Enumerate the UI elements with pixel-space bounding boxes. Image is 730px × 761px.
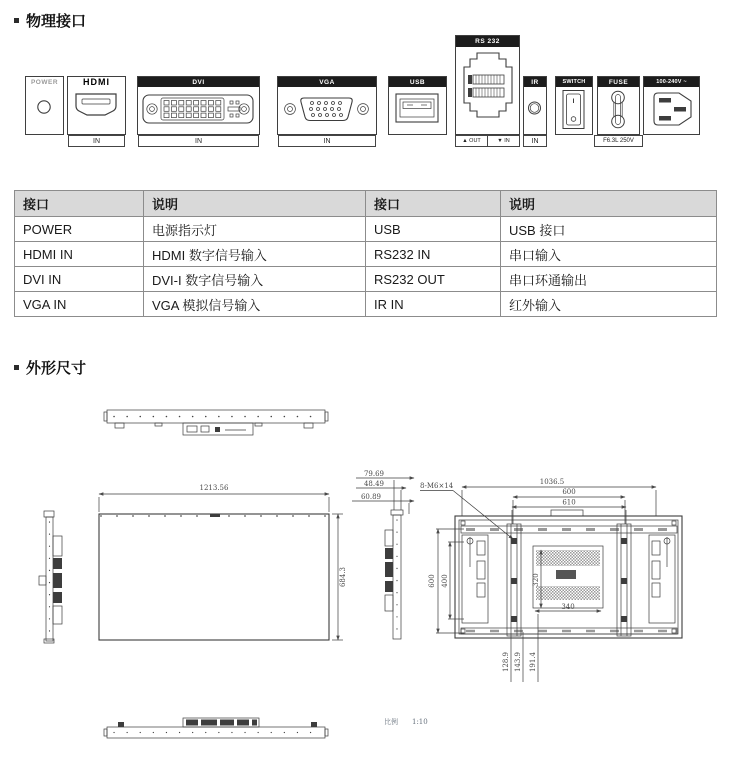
hdmi-connector-icon <box>68 87 124 133</box>
dim-rear-400h: 400 <box>441 574 449 588</box>
port-ac-inlet <box>643 76 700 135</box>
table-cell: USB 接口 <box>501 217 717 242</box>
rear-view <box>420 478 682 682</box>
table-header-cell: 接口 <box>15 191 144 217</box>
scale-note <box>384 717 428 726</box>
port-ir <box>523 76 547 135</box>
usb-connector-icon <box>389 87 445 133</box>
table-row <box>15 242 717 267</box>
section-title-physical <box>14 10 86 31</box>
bottom-view <box>104 718 328 738</box>
table-cell: IR IN <box>366 292 501 317</box>
dim-side-1: 79.69 <box>363 470 384 478</box>
dim-rear-width: 1036.5 <box>539 478 565 486</box>
port-rs232 <box>455 35 520 135</box>
ir-in-label: IN <box>531 137 539 145</box>
dim-offset-3: 191.4 <box>529 651 537 673</box>
port-vga <box>277 76 377 135</box>
port-switch-label: SWITCH <box>556 77 592 87</box>
table-header-row <box>15 191 717 217</box>
table-row <box>15 217 717 242</box>
dvi-connector-icon <box>138 87 258 133</box>
table-header-cell: 接口 <box>366 191 501 217</box>
dim-rear-600w: 600 <box>562 488 576 496</box>
port-fuse <box>597 76 640 135</box>
table-cell: HDMI IN <box>15 242 144 267</box>
dvi-in-label: IN <box>195 137 202 145</box>
ac-inlet-icon <box>644 87 698 133</box>
port-dvi-direction <box>138 135 259 147</box>
table-cell: 红外输入 <box>501 292 717 317</box>
table-cell: POWER <box>15 217 144 242</box>
bullet-icon <box>14 18 19 23</box>
table-header-cell: 说明 <box>144 191 366 217</box>
dim-front-height: 684.3 <box>339 566 347 588</box>
port-power <box>25 76 64 135</box>
fuse-rating-label: F6.3L 250V <box>603 138 634 144</box>
hdmi-in-label: IN <box>93 137 100 145</box>
port-ac-label: 100-240V ~ <box>644 77 699 87</box>
table-cell: VGA 模拟信号输入 <box>144 292 366 317</box>
table-cell: DVI-I 数字信号输入 <box>144 267 366 292</box>
table-cell: VGA IN <box>15 292 144 317</box>
table-row <box>15 267 717 292</box>
scale-label: 比例 <box>384 718 398 726</box>
dim-module-width: 340 <box>561 603 575 611</box>
port-usb-label: USB <box>389 77 446 87</box>
rs232-in-label: ▼ IN <box>487 136 519 146</box>
ir-receiver-icon <box>524 87 545 133</box>
table-cell: DVI IN <box>15 267 144 292</box>
port-ir-direction <box>523 135 547 147</box>
dim-side-3: 60.89 <box>360 493 381 501</box>
left-side-view <box>39 511 62 643</box>
port-rs232-label: RS 232 <box>456 36 519 47</box>
top-view <box>104 410 328 435</box>
section-title-text: 物理接口 <box>26 13 87 30</box>
port-hdmi <box>67 76 126 135</box>
dim-front-width: 1213.56 <box>199 484 229 492</box>
port-ir-label: IR <box>524 77 546 87</box>
screw-note: 8-M6×14 <box>420 482 454 490</box>
port-hdmi-label: HDMI <box>68 77 125 87</box>
bullet-icon <box>14 365 19 370</box>
interface-table <box>14 190 717 317</box>
table-cell: 串口环通输出 <box>501 267 717 292</box>
dim-offset-2: 143.9 <box>514 651 522 673</box>
dimension-drawing <box>0 390 730 761</box>
table-cell: RS232 IN <box>366 242 501 267</box>
port-fuse-rating <box>594 135 643 147</box>
rs232-out-label: ▲ OUT <box>462 138 481 144</box>
port-switch <box>555 76 593 135</box>
vga-in-label: IN <box>323 137 331 145</box>
port-usb <box>388 76 447 135</box>
fuse-icon <box>598 87 638 133</box>
dim-rear-610w: 610 <box>562 498 576 507</box>
table-cell: 电源指示灯 <box>144 217 366 242</box>
table-cell: HDMI 数字信号输入 <box>144 242 366 267</box>
port-power-label: POWER <box>26 77 63 87</box>
port-fuse-label: FUSE <box>598 77 639 87</box>
connector-diagram <box>0 30 730 190</box>
port-dvi-label: DVI <box>138 77 259 87</box>
side-view-2 <box>352 470 414 639</box>
table-cell: RS232 OUT <box>366 267 501 292</box>
rocker-switch-icon <box>556 87 591 133</box>
dim-module-height: 320 <box>532 573 540 587</box>
port-dvi <box>137 76 260 135</box>
dim-rear-600h: 600 <box>428 574 436 588</box>
table-cell: 串口输入 <box>501 242 717 267</box>
power-led-icon <box>26 87 62 133</box>
rs232-rj45-icon <box>456 47 518 133</box>
port-rs232-direction <box>455 135 520 147</box>
dim-side-2: 48.49 <box>363 480 384 488</box>
port-vga-direction <box>278 135 376 147</box>
port-vga-label: VGA <box>278 77 376 87</box>
vga-connector-icon <box>278 87 375 133</box>
front-view <box>99 484 347 640</box>
section-title-dimensions <box>14 357 86 378</box>
section-title-text: 外形尺寸 <box>26 360 87 377</box>
port-hdmi-direction <box>68 135 125 147</box>
scale-value: 1:10 <box>412 718 428 726</box>
table-row <box>15 292 717 317</box>
dim-offset-1: 128.9 <box>502 651 510 673</box>
table-header-cell: 说明 <box>501 191 717 217</box>
table-cell: USB <box>366 217 501 242</box>
